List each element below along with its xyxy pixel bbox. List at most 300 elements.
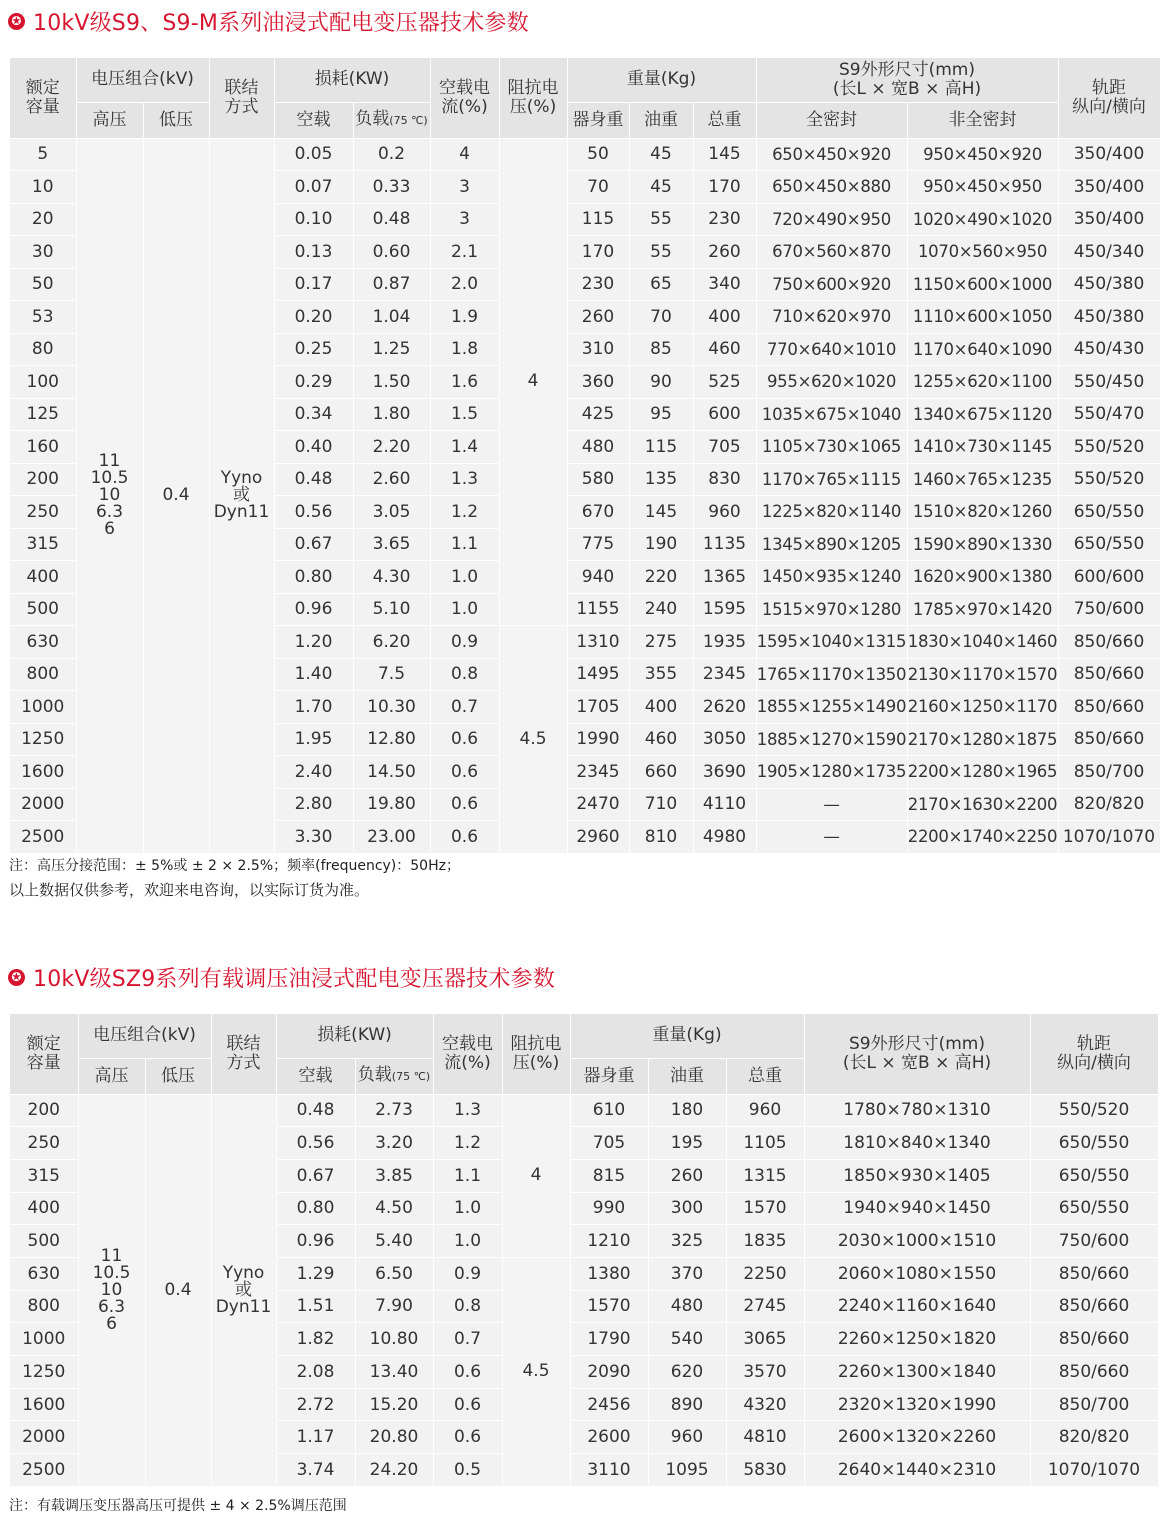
header-no-load-current: 空载电 流(%) bbox=[430, 58, 499, 138]
no-load-current-cell: 4 bbox=[430, 138, 499, 171]
no-load-current-cell: 0.6 bbox=[430, 756, 499, 789]
total-weight-cell: 2745 bbox=[726, 1290, 804, 1323]
load-loss-cell: 6.20 bbox=[353, 626, 430, 659]
total-weight-cell: 1315 bbox=[726, 1159, 804, 1192]
capacity-cell: 250 bbox=[10, 496, 76, 529]
load-loss-cell: 3.05 bbox=[353, 496, 430, 529]
no-load-loss-cell: 0.13 bbox=[274, 236, 353, 269]
no-load-loss-cell: 1.70 bbox=[274, 691, 353, 724]
capacity-cell: 200 bbox=[10, 463, 76, 496]
section1-note-line1: 注：高压分接范围：± 5%或 ± 2 × 2.5%；频率(frequency)：50Hz； bbox=[9, 858, 460, 874]
non-sealed-dim-cell: 1830×1040×1460 bbox=[907, 626, 1058, 659]
body-weight-cell: 2960 bbox=[567, 821, 629, 854]
capacity-cell: 630 bbox=[10, 626, 76, 659]
capacity-cell: 630 bbox=[10, 1257, 78, 1290]
gauge-cell: 650/550 bbox=[1030, 1192, 1158, 1225]
header-low-voltage: 低压 bbox=[145, 1058, 211, 1094]
header-dimensions: S9外形尺寸(mm) (长L × 宽B × 高H) bbox=[804, 1014, 1030, 1094]
body-weight-cell: 990 bbox=[570, 1192, 648, 1225]
body-weight-cell: 170 bbox=[567, 236, 629, 269]
oil-weight-cell: 45 bbox=[629, 171, 693, 204]
impedance-cell-text: 4 bbox=[530, 1165, 542, 1186]
oil-weight-cell: 660 bbox=[629, 756, 693, 789]
body-weight-cell: 1310 bbox=[567, 626, 629, 659]
total-weight-cell: 4980 bbox=[693, 821, 756, 854]
gauge-cell: 850/660 bbox=[1058, 691, 1160, 724]
total-weight-cell: 1105 bbox=[726, 1127, 804, 1160]
impedance-cell-text: 4.5 bbox=[519, 728, 547, 749]
header-dimensions: S9外形尺寸(mm) (长L × 宽B × 高H) bbox=[756, 58, 1058, 102]
no-load-loss-cell: 0.25 bbox=[274, 333, 353, 366]
section1-note bbox=[9, 856, 460, 900]
no-load-current-cell: 0.6 bbox=[430, 821, 499, 854]
capacity-cell: 800 bbox=[10, 658, 76, 691]
capacity-cell: 1000 bbox=[10, 691, 76, 724]
dimensions-cell: 2060×1080×1550 bbox=[804, 1257, 1030, 1290]
impedance-cell bbox=[502, 1257, 570, 1486]
load-loss-cell: 2.60 bbox=[353, 463, 430, 496]
no-load-current-cell: 0.6 bbox=[430, 723, 499, 756]
capacity-cell: 2000 bbox=[10, 1421, 78, 1454]
body-weight-cell: 1790 bbox=[570, 1323, 648, 1356]
no-load-loss-cell: 2.08 bbox=[276, 1356, 355, 1389]
sealed-dim-cell: 1515×970×1280 bbox=[756, 593, 907, 626]
capacity-cell: 160 bbox=[10, 431, 76, 464]
load-loss-cell: 1.50 bbox=[353, 366, 430, 399]
capacity-cell: 500 bbox=[10, 593, 76, 626]
total-weight-cell: 230 bbox=[693, 203, 756, 236]
oil-weight-cell: 960 bbox=[648, 1421, 726, 1454]
non-sealed-dim-cell: 2170×1630×2200 bbox=[907, 788, 1058, 821]
capacity-cell: 10 bbox=[10, 171, 76, 204]
sealed-dim-cell: — bbox=[756, 788, 907, 821]
gauge-cell: 650/550 bbox=[1058, 528, 1160, 561]
body-weight-cell: 705 bbox=[570, 1127, 648, 1160]
gauge-cell: 650/550 bbox=[1058, 496, 1160, 529]
section2-note: 注：有载调压变压器高压可提供 ± 4 × 2.5%调压范围 bbox=[9, 1498, 347, 1514]
body-weight-cell: 815 bbox=[570, 1159, 648, 1192]
oil-weight-cell: 480 bbox=[648, 1290, 726, 1323]
body-weight-cell: 1495 bbox=[567, 658, 629, 691]
section2-title bbox=[8, 962, 555, 993]
oil-weight-cell: 300 bbox=[648, 1192, 726, 1225]
load-loss-cell: 4.50 bbox=[355, 1192, 433, 1225]
oil-weight-cell: 65 bbox=[629, 268, 693, 301]
total-weight-cell: 2620 bbox=[693, 691, 756, 724]
oil-weight-cell: 55 bbox=[629, 236, 693, 269]
gauge-cell: 1070/1070 bbox=[1030, 1454, 1158, 1487]
capacity-cell: 250 bbox=[10, 1127, 78, 1160]
total-weight-cell: 1595 bbox=[693, 593, 756, 626]
total-weight-cell: 460 bbox=[693, 333, 756, 366]
oil-weight-cell: 355 bbox=[629, 658, 693, 691]
no-load-loss-cell: 3.74 bbox=[276, 1454, 355, 1487]
sealed-dim-cell: 1105×730×1065 bbox=[756, 431, 907, 464]
section1-title-text: 10kV级S9、S9-M系列油浸式配电变压器技术参数 bbox=[33, 11, 529, 36]
header-loss: 损耗(KW) bbox=[276, 1014, 433, 1058]
capacity-cell: 20 bbox=[10, 203, 76, 236]
connection-cell bbox=[211, 1094, 276, 1486]
no-load-loss-cell: 0.96 bbox=[274, 593, 353, 626]
header-no-load: 空载 bbox=[274, 102, 353, 138]
sealed-dim-cell: 650×450×920 bbox=[756, 138, 907, 171]
gauge-cell: 550/450 bbox=[1058, 366, 1160, 399]
body-weight-cell: 70 bbox=[567, 171, 629, 204]
load-loss-cell: 13.40 bbox=[355, 1356, 433, 1389]
gauge-cell: 750/600 bbox=[1030, 1225, 1158, 1258]
load-loss-cell: 20.80 bbox=[355, 1421, 433, 1454]
sealed-dim-cell: 1170×765×1115 bbox=[756, 463, 907, 496]
non-sealed-dim-cell: 950×450×920 bbox=[907, 138, 1058, 171]
sz9-spec-table bbox=[10, 1014, 1159, 1487]
load-loss-cell: 3.85 bbox=[355, 1159, 433, 1192]
total-weight-cell: 1935 bbox=[693, 626, 756, 659]
capacity-cell: 400 bbox=[10, 1192, 78, 1225]
oil-weight-cell: 240 bbox=[629, 593, 693, 626]
no-load-current-cell: 0.8 bbox=[433, 1290, 502, 1323]
load-loss-cell: 10.80 bbox=[355, 1323, 433, 1356]
body-weight-cell: 940 bbox=[567, 561, 629, 594]
oil-weight-cell: 90 bbox=[629, 366, 693, 399]
gauge-cell: 850/660 bbox=[1030, 1257, 1158, 1290]
sealed-dim-cell: 750×600×920 bbox=[756, 268, 907, 301]
gauge-cell: 820/820 bbox=[1058, 788, 1160, 821]
gauge-cell: 550/520 bbox=[1030, 1094, 1158, 1127]
no-load-loss-cell: 0.20 bbox=[274, 301, 353, 334]
no-load-current-cell: 1.6 bbox=[430, 366, 499, 399]
sealed-dim-cell: 955×620×1020 bbox=[756, 366, 907, 399]
body-weight-cell: 115 bbox=[567, 203, 629, 236]
gauge-cell: 850/660 bbox=[1058, 626, 1160, 659]
gauge-cell: 350/400 bbox=[1058, 203, 1160, 236]
dimensions-cell: 1940×940×1450 bbox=[804, 1192, 1030, 1225]
body-weight-cell: 1210 bbox=[570, 1225, 648, 1258]
no-load-current-cell: 1.3 bbox=[433, 1094, 502, 1127]
header-total-weight: 总重 bbox=[693, 102, 756, 138]
capacity-cell: 50 bbox=[10, 268, 76, 301]
non-sealed-dim-cell: 1150×600×1000 bbox=[907, 268, 1058, 301]
capacity-cell: 315 bbox=[10, 1159, 78, 1192]
oil-weight-cell: 460 bbox=[629, 723, 693, 756]
total-weight-cell: 600 bbox=[693, 398, 756, 431]
header-no-load: 空载 bbox=[276, 1058, 355, 1094]
total-weight-cell: 960 bbox=[726, 1094, 804, 1127]
non-sealed-dim-cell: 1255×620×1100 bbox=[907, 366, 1058, 399]
gauge-cell: 600/600 bbox=[1058, 561, 1160, 594]
non-sealed-dim-cell: 1020×490×1020 bbox=[907, 203, 1058, 236]
total-weight-cell: 830 bbox=[693, 463, 756, 496]
load-loss-cell: 0.33 bbox=[353, 171, 430, 204]
oil-weight-cell: 190 bbox=[629, 528, 693, 561]
sealed-dim-cell: — bbox=[756, 821, 907, 854]
capacity-cell: 1000 bbox=[10, 1323, 78, 1356]
no-load-loss-cell: 0.56 bbox=[274, 496, 353, 529]
oil-weight-cell: 370 bbox=[648, 1257, 726, 1290]
total-weight-cell: 4810 bbox=[726, 1421, 804, 1454]
oil-weight-cell: 325 bbox=[648, 1225, 726, 1258]
capacity-cell: 53 bbox=[10, 301, 76, 334]
non-sealed-dim-cell: 1410×730×1145 bbox=[907, 431, 1058, 464]
capacity-cell: 2500 bbox=[10, 821, 76, 854]
no-load-loss-cell: 1.82 bbox=[276, 1323, 355, 1356]
load-loss-cell: 0.2 bbox=[353, 138, 430, 171]
header-total-weight: 总重 bbox=[726, 1058, 804, 1094]
header-low-voltage: 低压 bbox=[143, 102, 209, 138]
oil-weight-cell: 180 bbox=[648, 1094, 726, 1127]
sealed-dim-cell: 1450×935×1240 bbox=[756, 561, 907, 594]
no-load-loss-cell: 0.29 bbox=[274, 366, 353, 399]
header-high-voltage: 高压 bbox=[76, 102, 143, 138]
capacity-cell: 500 bbox=[10, 1225, 78, 1258]
no-load-current-cell: 1.8 bbox=[430, 333, 499, 366]
no-load-loss-cell: 0.80 bbox=[276, 1192, 355, 1225]
no-load-loss-cell: 0.07 bbox=[274, 171, 353, 204]
dimensions-cell: 1780×780×1310 bbox=[804, 1094, 1030, 1127]
no-load-loss-cell: 0.17 bbox=[274, 268, 353, 301]
gauge-cell: 650/550 bbox=[1030, 1127, 1158, 1160]
sealed-dim-cell: 1595×1040×1315 bbox=[756, 626, 907, 659]
non-sealed-dim-cell: 1340×675×1120 bbox=[907, 398, 1058, 431]
capacity-cell: 400 bbox=[10, 561, 76, 594]
dimensions-cell: 1810×840×1340 bbox=[804, 1127, 1030, 1160]
header-loss: 损耗(KW) bbox=[274, 58, 430, 102]
no-load-loss-cell: 1.95 bbox=[274, 723, 353, 756]
header-body-weight: 器身重 bbox=[570, 1058, 648, 1094]
s9-spec-table bbox=[10, 58, 1161, 854]
capacity-cell: 1250 bbox=[10, 1356, 78, 1389]
body-weight-cell: 360 bbox=[567, 366, 629, 399]
load-loss-cell: 7.90 bbox=[355, 1290, 433, 1323]
sealed-dim-cell: 1765×1170×1350 bbox=[756, 658, 907, 691]
non-sealed-dim-cell: 2170×1280×1875 bbox=[907, 723, 1058, 756]
dimensions-cell: 2640×1440×2310 bbox=[804, 1454, 1030, 1487]
total-weight-cell: 1570 bbox=[726, 1192, 804, 1225]
header-load-unit: (75 ℃) bbox=[391, 1070, 431, 1083]
high-voltage-cell-text: 11 10.5 10 6.3 6 bbox=[90, 451, 129, 539]
header-impedance: 阻抗电 压(%) bbox=[502, 1014, 570, 1094]
oil-weight-cell: 195 bbox=[648, 1127, 726, 1160]
no-load-current-cell: 0.8 bbox=[430, 658, 499, 691]
total-weight-cell: 3570 bbox=[726, 1356, 804, 1389]
capacity-cell: 200 bbox=[10, 1094, 78, 1127]
load-loss-cell: 6.50 bbox=[355, 1257, 433, 1290]
header-sealed: 全密封 bbox=[756, 102, 907, 138]
load-loss-cell: 2.73 bbox=[355, 1094, 433, 1127]
total-weight-cell: 260 bbox=[693, 236, 756, 269]
sealed-dim-cell: 1035×675×1040 bbox=[756, 398, 907, 431]
load-loss-cell: 1.80 bbox=[353, 398, 430, 431]
total-weight-cell: 525 bbox=[693, 366, 756, 399]
oil-weight-cell: 540 bbox=[648, 1323, 726, 1356]
gauge-cell: 850/700 bbox=[1058, 756, 1160, 789]
body-weight-cell: 775 bbox=[567, 528, 629, 561]
non-sealed-dim-cell: 1110×600×1050 bbox=[907, 301, 1058, 334]
gauge-cell: 850/660 bbox=[1058, 658, 1160, 691]
no-load-current-cell: 0.9 bbox=[430, 626, 499, 659]
header-weight: 重量(Kg) bbox=[570, 1014, 804, 1058]
low-voltage-cell bbox=[145, 1094, 211, 1486]
load-loss-cell: 10.30 bbox=[353, 691, 430, 724]
load-loss-cell: 23.00 bbox=[353, 821, 430, 854]
no-load-current-cell: 0.9 bbox=[433, 1257, 502, 1290]
total-weight-cell: 2345 bbox=[693, 658, 756, 691]
no-load-current-cell: 1.2 bbox=[430, 496, 499, 529]
load-loss-cell: 3.20 bbox=[355, 1127, 433, 1160]
header-oil-weight: 油重 bbox=[629, 102, 693, 138]
body-weight-cell: 50 bbox=[567, 138, 629, 171]
total-weight-cell: 145 bbox=[693, 138, 756, 171]
load-loss-cell: 15.20 bbox=[355, 1388, 433, 1421]
load-loss-cell: 5.10 bbox=[353, 593, 430, 626]
no-load-loss-cell: 2.40 bbox=[274, 756, 353, 789]
body-weight-cell: 580 bbox=[567, 463, 629, 496]
no-load-loss-cell: 0.56 bbox=[276, 1127, 355, 1160]
body-weight-cell: 2456 bbox=[570, 1388, 648, 1421]
no-load-loss-cell: 1.20 bbox=[274, 626, 353, 659]
oil-weight-cell: 145 bbox=[629, 496, 693, 529]
no-load-current-cell: 2.0 bbox=[430, 268, 499, 301]
oil-weight-cell: 810 bbox=[629, 821, 693, 854]
body-weight-cell: 1990 bbox=[567, 723, 629, 756]
capacity-cell: 5 bbox=[10, 138, 76, 171]
oil-weight-cell: 275 bbox=[629, 626, 693, 659]
dimensions-cell: 2260×1250×1820 bbox=[804, 1323, 1030, 1356]
body-weight-cell: 480 bbox=[567, 431, 629, 464]
body-weight-cell: 425 bbox=[567, 398, 629, 431]
oil-weight-cell: 260 bbox=[648, 1159, 726, 1192]
body-weight-cell: 260 bbox=[567, 301, 629, 334]
gauge-cell: 850/660 bbox=[1030, 1356, 1158, 1389]
total-weight-cell: 3050 bbox=[693, 723, 756, 756]
dimensions-cell: 2600×1320×2260 bbox=[804, 1421, 1030, 1454]
capacity-cell: 100 bbox=[10, 366, 76, 399]
oil-weight-cell: 710 bbox=[629, 788, 693, 821]
oil-weight-cell: 55 bbox=[629, 203, 693, 236]
impedance-cell bbox=[499, 626, 567, 854]
s9-table-body bbox=[10, 138, 1160, 853]
gauge-cell: 750/600 bbox=[1058, 593, 1160, 626]
non-sealed-dim-cell: 2200×1740×2250 bbox=[907, 821, 1058, 854]
star-circle-icon: ✪ bbox=[8, 969, 25, 986]
capacity-cell: 125 bbox=[10, 398, 76, 431]
no-load-current-cell: 1.9 bbox=[430, 301, 499, 334]
header-capacity: 额定 容量 bbox=[10, 1014, 78, 1094]
header-voltage-combo: 电压组合(kV) bbox=[78, 1014, 211, 1058]
load-loss-cell: 0.60 bbox=[353, 236, 430, 269]
header-load: 负载(75 ℃) bbox=[353, 102, 430, 138]
dimensions-cell: 2030×1000×1510 bbox=[804, 1225, 1030, 1258]
no-load-loss-cell: 0.67 bbox=[274, 528, 353, 561]
no-load-current-cell: 3 bbox=[430, 203, 499, 236]
capacity-cell: 1600 bbox=[10, 756, 76, 789]
gauge-cell: 850/660 bbox=[1030, 1290, 1158, 1323]
sealed-dim-cell: 1885×1270×1590 bbox=[756, 723, 907, 756]
no-load-current-cell: 1.5 bbox=[430, 398, 499, 431]
sealed-dim-cell: 650×450×880 bbox=[756, 171, 907, 204]
no-load-current-cell: 0.7 bbox=[433, 1323, 502, 1356]
body-weight-cell: 610 bbox=[570, 1094, 648, 1127]
connection-cell bbox=[209, 138, 274, 853]
dimensions-cell: 2260×1300×1840 bbox=[804, 1356, 1030, 1389]
oil-weight-cell: 890 bbox=[648, 1388, 726, 1421]
no-load-current-cell: 1.1 bbox=[433, 1159, 502, 1192]
header-impedance: 阻抗电 压(%) bbox=[499, 58, 567, 138]
gauge-cell: 1070/1070 bbox=[1058, 821, 1160, 854]
body-weight-cell: 1155 bbox=[567, 593, 629, 626]
section2-title-text: 10kV级SZ9系列有载调压油浸式配电变压器技术参数 bbox=[33, 967, 556, 992]
no-load-current-cell: 1.0 bbox=[433, 1192, 502, 1225]
total-weight-cell: 1135 bbox=[693, 528, 756, 561]
total-weight-cell: 4110 bbox=[693, 788, 756, 821]
high-voltage-cell bbox=[76, 138, 143, 853]
total-weight-cell: 340 bbox=[693, 268, 756, 301]
load-loss-cell: 24.20 bbox=[355, 1454, 433, 1487]
total-weight-cell: 170 bbox=[693, 171, 756, 204]
gauge-cell: 550/520 bbox=[1058, 431, 1160, 464]
capacity-cell: 1250 bbox=[10, 723, 76, 756]
header-gauge: 轨距 纵向/横向 bbox=[1058, 58, 1160, 138]
no-load-current-cell: 0.6 bbox=[433, 1388, 502, 1421]
no-load-loss-cell: 0.48 bbox=[274, 463, 353, 496]
sealed-dim-cell: 1225×820×1140 bbox=[756, 496, 907, 529]
no-load-current-cell: 0.6 bbox=[430, 788, 499, 821]
body-weight-cell: 1380 bbox=[570, 1257, 648, 1290]
no-load-current-cell: 1.1 bbox=[430, 528, 499, 561]
non-sealed-dim-cell: 2160×1250×1170 bbox=[907, 691, 1058, 724]
star-circle-icon: ✪ bbox=[8, 13, 25, 30]
gauge-cell: 450/340 bbox=[1058, 236, 1160, 269]
no-load-loss-cell: 2.80 bbox=[274, 788, 353, 821]
sealed-dim-cell: 670×560×870 bbox=[756, 236, 907, 269]
oil-weight-cell: 1095 bbox=[648, 1454, 726, 1487]
impedance-cell-text: 4.5 bbox=[522, 1361, 550, 1382]
no-load-current-cell: 0.6 bbox=[433, 1421, 502, 1454]
no-load-current-cell: 3 bbox=[430, 171, 499, 204]
header-high-voltage: 高压 bbox=[78, 1058, 145, 1094]
no-load-loss-cell: 0.48 bbox=[276, 1094, 355, 1127]
no-load-current-cell: 1.0 bbox=[433, 1225, 502, 1258]
oil-weight-cell: 620 bbox=[648, 1356, 726, 1389]
gauge-cell: 450/380 bbox=[1058, 301, 1160, 334]
gauge-cell: 550/520 bbox=[1058, 463, 1160, 496]
body-weight-cell: 310 bbox=[567, 333, 629, 366]
header-no-load-current: 空载电 流(%) bbox=[433, 1014, 502, 1094]
low-voltage-cell-text: 0.4 bbox=[164, 1279, 192, 1300]
capacity-cell: 800 bbox=[10, 1290, 78, 1323]
capacity-cell: 1600 bbox=[10, 1388, 78, 1421]
body-weight-cell: 2345 bbox=[567, 756, 629, 789]
load-loss-cell: 12.80 bbox=[353, 723, 430, 756]
gauge-cell: 450/430 bbox=[1058, 333, 1160, 366]
dimensions-cell: 2320×1320×1990 bbox=[804, 1388, 1030, 1421]
sz9-table-body bbox=[10, 1094, 1158, 1486]
total-weight-cell: 4320 bbox=[726, 1388, 804, 1421]
load-loss-cell: 3.65 bbox=[353, 528, 430, 561]
header-non-sealed: 非全密封 bbox=[907, 102, 1058, 138]
no-load-current-cell: 0.7 bbox=[430, 691, 499, 724]
sealed-dim-cell: 710×620×970 bbox=[756, 301, 907, 334]
load-loss-cell: 5.40 bbox=[355, 1225, 433, 1258]
oil-weight-cell: 220 bbox=[629, 561, 693, 594]
table-row bbox=[10, 138, 1160, 171]
gauge-cell: 820/820 bbox=[1030, 1421, 1158, 1454]
capacity-cell: 315 bbox=[10, 528, 76, 561]
no-load-current-cell: 1.0 bbox=[430, 593, 499, 626]
header-capacity: 额定 容量 bbox=[10, 58, 76, 138]
gauge-cell: 850/660 bbox=[1058, 723, 1160, 756]
non-sealed-dim-cell: 1460×765×1235 bbox=[907, 463, 1058, 496]
load-loss-cell: 0.48 bbox=[353, 203, 430, 236]
